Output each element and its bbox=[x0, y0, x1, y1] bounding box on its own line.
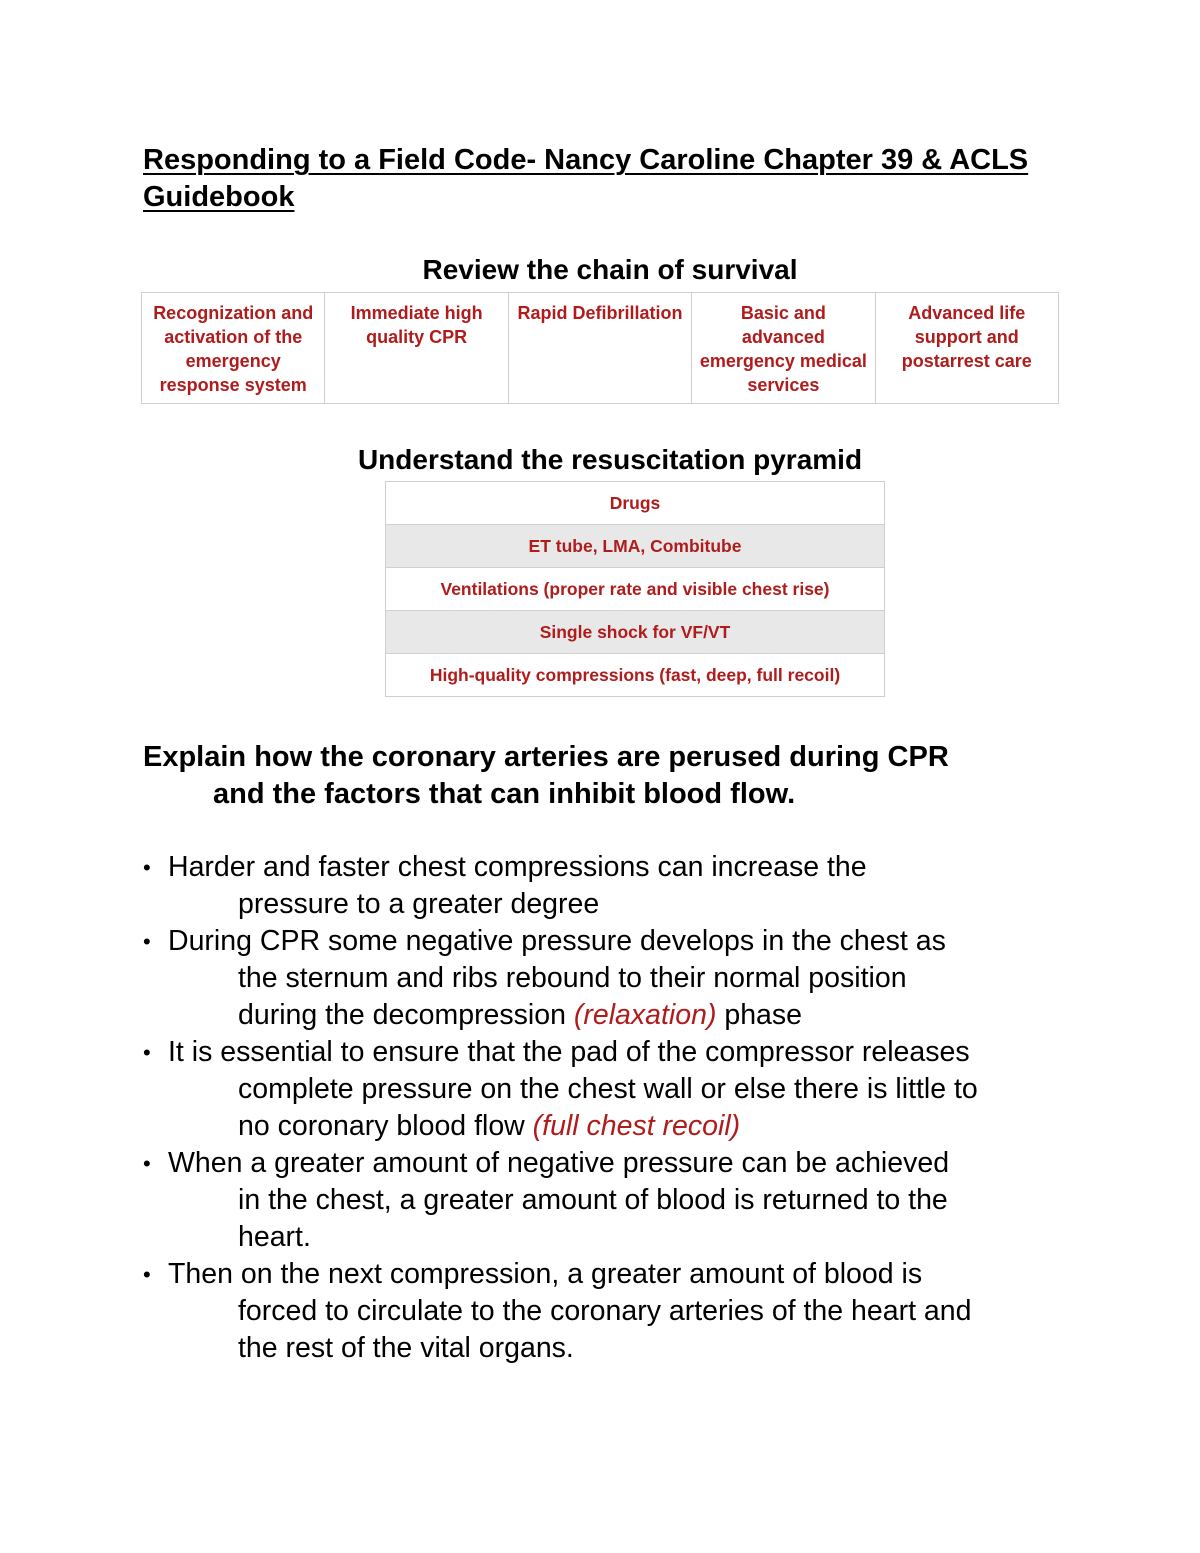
bullet-text-line: forced to circulate to the coronary arteries of the heart and bbox=[238, 1295, 972, 1327]
bullet-text-line: complete pressure on the chest wall or else there is little to bbox=[238, 1073, 978, 1105]
chain-link-recognition: Recognization and activation of the emergency response system bbox=[142, 293, 325, 404]
resuscitation-pyramid-heading: Understand the resuscitation pyramid bbox=[357, 444, 863, 475]
pyramid-level-shock: Single shock for VF/VT bbox=[386, 611, 885, 654]
emphasis-text: (full chest recoil) bbox=[532, 1110, 741, 1142]
emphasis-text: (relaxation) bbox=[573, 999, 717, 1031]
pyramid-level-compressions: High-quality compressions (fast, deep, full recoil) bbox=[386, 654, 885, 697]
list-item bbox=[143, 1145, 1083, 1256]
pyramid-row bbox=[386, 482, 885, 525]
pyramid-level-airway: ET tube, LMA, Combitube bbox=[386, 525, 885, 568]
bullet-text-segment: no coronary blood flow bbox=[238, 1110, 533, 1142]
bullet-text-segment: during the decompression bbox=[238, 999, 574, 1031]
explanation-bullet-list bbox=[143, 849, 1083, 1367]
bullet-text-line: When a greater amount of negative pressure can be achieved bbox=[168, 1147, 950, 1179]
bullet-icon: • bbox=[143, 855, 151, 880]
bullet-icon: • bbox=[143, 1040, 151, 1065]
document-title: Responding to a Field Code- Nancy Caroline Chapter 39 & ACLS Guidebook bbox=[143, 144, 1029, 213]
explain-heading bbox=[143, 739, 1093, 813]
bullet-text-line: in the chest, a greater amount of blood is returned to the bbox=[238, 1184, 948, 1216]
bullet-icon: • bbox=[143, 1151, 151, 1176]
chain-of-survival-table bbox=[141, 292, 1059, 404]
pyramid-row bbox=[386, 568, 885, 611]
pyramid-level-drugs: Drugs bbox=[386, 482, 885, 525]
bullet-text-line: Then on the next compression, a greater amount of blood is bbox=[168, 1258, 923, 1290]
list-item bbox=[143, 1256, 1083, 1367]
bullet-text-line: During CPR some negative pressure develops in the chest as bbox=[168, 925, 946, 957]
chain-link-als: Advanced life support and postarrest care bbox=[875, 293, 1058, 404]
chain-link-cpr: Immediate high quality CPR bbox=[325, 293, 508, 404]
list-item bbox=[143, 849, 1083, 923]
bullet-text-line: heart. bbox=[238, 1221, 311, 1253]
explain-heading-line2: and the factors that can inhibit blood flow. bbox=[213, 778, 796, 810]
list-item bbox=[143, 1034, 1083, 1145]
chain-of-survival-heading: Review the chain of survival bbox=[422, 254, 798, 285]
bullet-icon: • bbox=[143, 929, 151, 954]
chain-link-defibrillation: Rapid Defibrillation bbox=[508, 293, 691, 404]
pyramid-row bbox=[386, 611, 885, 654]
bullet-text-line bbox=[168, 997, 1083, 1034]
chain-of-survival-row bbox=[142, 293, 1059, 404]
bullet-text-line: the rest of the vital organs. bbox=[238, 1332, 574, 1364]
bullet-text-line: pressure to a greater degree bbox=[238, 888, 600, 920]
resuscitation-pyramid-table bbox=[385, 481, 885, 697]
pyramid-row bbox=[386, 525, 885, 568]
pyramid-level-ventilations: Ventilations (proper rate and visible chest rise) bbox=[386, 568, 885, 611]
bullet-text-line bbox=[168, 1108, 1083, 1145]
bullet-text-line: the sternum and ribs rebound to their normal position bbox=[238, 962, 907, 994]
explain-heading-line1: Explain how the coronary arteries are perused during CPR bbox=[143, 741, 949, 773]
pyramid-row bbox=[386, 654, 885, 697]
bullet-text-line: It is essential to ensure that the pad of the compressor releases bbox=[168, 1036, 970, 1068]
list-item bbox=[143, 923, 1083, 1034]
bullet-text-segment: phase bbox=[716, 999, 803, 1031]
bullet-icon: • bbox=[143, 1262, 151, 1287]
chain-link-ems: Basic and advanced emergency medical services bbox=[692, 293, 875, 404]
bullet-text-line: Harder and faster chest compressions can increase the bbox=[168, 851, 867, 883]
